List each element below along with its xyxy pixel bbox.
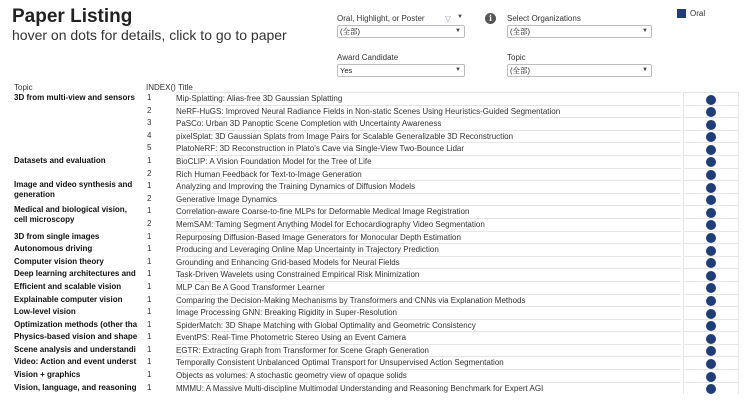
index-cell: 1 <box>147 294 152 304</box>
title-cell: PlatoNeRF: 3D Reconstruction in Plato's Cave via Single-View Two-Bounce Lidar <box>176 142 681 155</box>
topic-filter-label: Topic <box>507 53 526 62</box>
topic-cell: 3D from multi-view and sensors <box>14 93 135 102</box>
table-row <box>0 344 750 357</box>
topic-cell: Physics-based vision and shape <box>14 332 138 342</box>
presentation-filter-label: Oral, Highlight, or Poster <box>337 14 425 23</box>
legend-swatch <box>677 9 686 18</box>
chevron-down-icon: ▼ <box>455 28 461 34</box>
oral-mark-cell <box>683 168 739 181</box>
index-cell: 1 <box>147 93 152 102</box>
topic-cell: Datasets and evaluation <box>14 155 106 165</box>
oral-mark-cell <box>683 193 739 206</box>
topic-cell: Deep learning architectures and <box>14 269 136 279</box>
table-row <box>0 294 750 307</box>
table-row <box>0 331 750 344</box>
oral-mark-cell <box>683 281 739 294</box>
topic-cell: Computer vision theory <box>14 256 104 266</box>
oral-mark-cell <box>683 130 739 143</box>
index-cell: 1 <box>147 319 152 329</box>
oral-mark-cell <box>683 356 739 369</box>
title-cell: Objects as volumes: A stochastic geometry view of opaque solids <box>176 369 681 382</box>
paper-dot[interactable] <box>706 120 716 130</box>
oral-mark-cell <box>683 331 739 344</box>
paper-dot[interactable] <box>706 233 716 243</box>
title-cell: SpiderMatch: 3D Shape Matching with Global Optimality and Geometric Consistency <box>176 319 681 332</box>
oral-mark-cell <box>683 218 739 231</box>
paper-dot[interactable] <box>706 258 716 268</box>
column-header-title: Title <box>178 83 193 92</box>
title-cell: PaSCo: Urban 3D Panoptic Scene Completion with Uncertainty Awareness <box>176 117 681 130</box>
index-cell: 1 <box>147 370 152 380</box>
oral-mark-cell <box>683 382 739 395</box>
oral-mark-cell <box>683 256 739 269</box>
organizations-filter-label: Select Organizations <box>507 14 581 23</box>
title-cell: MemSAM: Taming Segment Anything Model for Echocardiography Video Segmentation <box>176 218 681 231</box>
page-title: Paper Listing <box>12 6 133 27</box>
legend-label: Oral <box>690 9 706 18</box>
oral-mark-cell <box>683 142 739 155</box>
topic-cell: Vision + graphics <box>14 370 81 380</box>
index-cell: 2 <box>147 193 152 203</box>
oral-mark-cell <box>683 92 739 105</box>
table-row <box>0 319 750 332</box>
oral-mark-cell <box>683 180 739 193</box>
title-cell: Generative Image Dynamics <box>176 193 681 206</box>
title-cell: MLP Can Be A Good Transformer Learner <box>176 281 681 294</box>
topic-select[interactable] <box>507 64 652 77</box>
chevron-down-icon: ▼ <box>455 67 461 73</box>
paper-dot[interactable] <box>706 183 716 193</box>
award-select-value: Yes <box>340 66 353 75</box>
award-filter-label: Award Candidate <box>337 53 399 62</box>
column-header-index: INDEX() <box>146 83 176 92</box>
topic-cell: Vision, language, and reasoning <box>14 382 137 392</box>
topic-cell: Medical and biological vision, cell microscopy <box>14 205 142 225</box>
paper-dot[interactable] <box>706 296 716 306</box>
title-cell: MMMU: A Massive Multi-discipline Multimodal Understanding and Reasoning Benchmark for Expert AGI <box>176 382 681 395</box>
title-cell: Rich Human Feedback for Text-to-Image Generation <box>176 168 681 181</box>
table-row <box>0 356 750 369</box>
funnel-icon[interactable]: ▽ <box>444 14 451 23</box>
title-cell: Mip-Splatting: Alias-free 3D Gaussian Splatting <box>176 92 681 105</box>
topic-select-value: (全部) <box>510 66 530 75</box>
organizations-select[interactable] <box>507 25 652 38</box>
presentation-filter <box>337 13 465 38</box>
paper-dot[interactable] <box>706 334 716 344</box>
table-row <box>0 155 750 168</box>
legend <box>677 9 705 18</box>
paper-dot[interactable] <box>706 309 716 319</box>
title-cell: Producing and Leveraging Online Map Uncertainty in Trajectory Prediction <box>176 243 681 256</box>
table-row <box>0 268 750 281</box>
table-row <box>0 168 750 181</box>
title-cell: Image Processing GNN: Breaking Rigidity in Super-Resolution <box>176 306 681 319</box>
topic-cell: Autonomous driving <box>14 244 93 254</box>
paper-dot[interactable] <box>706 157 716 167</box>
index-cell: 5 <box>147 143 152 153</box>
index-cell: 2 <box>147 168 152 178</box>
chevron-down-icon[interactable]: ▼ <box>457 14 463 20</box>
table-row <box>0 306 750 319</box>
oral-mark-cell <box>683 369 739 382</box>
paper-dot[interactable] <box>706 208 716 218</box>
paper-dot[interactable] <box>706 195 716 205</box>
index-cell: 3 <box>147 118 152 128</box>
index-cell: 1 <box>147 155 152 165</box>
topic-cell: Optimization methods (other tha <box>14 319 138 329</box>
index-cell: 1 <box>147 382 152 392</box>
paper-dot[interactable] <box>706 220 716 230</box>
oral-mark-cell <box>683 294 739 307</box>
topic-cell: 3D from single images <box>14 231 100 241</box>
table-row <box>0 382 750 395</box>
index-cell: 1 <box>147 231 152 241</box>
oral-mark-cell <box>683 306 739 319</box>
index-cell: 1 <box>147 281 152 291</box>
paper-dot[interactable] <box>706 107 716 117</box>
paper-dot[interactable] <box>706 170 716 180</box>
topic-filter <box>507 52 652 77</box>
paper-dot[interactable] <box>706 359 716 369</box>
topic-cell: Low-level vision <box>14 307 76 317</box>
oral-mark-cell <box>683 268 739 281</box>
paper-dot[interactable] <box>706 95 716 105</box>
paper-dot[interactable] <box>706 145 716 155</box>
table-row <box>0 281 750 294</box>
paper-dot[interactable] <box>706 321 716 331</box>
oral-mark-cell <box>683 344 739 357</box>
title-cell: Comparing the Decision-Making Mechanisms by Transformers and CNNs via Explanation Methods <box>176 294 681 307</box>
award-select[interactable] <box>337 64 465 77</box>
topic-cell: Efficient and scalable vision <box>14 281 122 291</box>
chevron-down-icon: ▼ <box>642 28 648 34</box>
table-row <box>0 369 750 382</box>
topic-cell: Image and video synthesis and generation <box>14 180 142 200</box>
presentation-select[interactable] <box>337 25 465 38</box>
paper-dot[interactable] <box>706 346 716 356</box>
title-cell: EGTR: Extracting Graph from Transformer for Scene Graph Generation <box>176 344 681 357</box>
index-cell: 1 <box>147 357 152 367</box>
title-cell: pixelSplat: 3D Gaussian Splats from Image Pairs for Scalable Generalizable 3D Reconstruction <box>176 130 681 143</box>
index-cell: 1 <box>147 256 152 266</box>
title-cell: Repurposing Diffusion-Based Image Generators for Monocular Depth Estimation <box>176 231 681 244</box>
paper-dot[interactable] <box>706 283 716 293</box>
title-cell: EventPS: Real-Time Photometric Stereo Using an Event Camera <box>176 331 681 344</box>
title-cell: BioCLIP: A Vision Foundation Model for the Tree of Life <box>176 155 681 168</box>
index-cell: 1 <box>147 344 152 354</box>
paper-dot[interactable] <box>706 384 716 394</box>
index-cell: 1 <box>147 181 152 191</box>
table-row <box>0 256 750 269</box>
index-cell: 1 <box>147 206 152 216</box>
index-cell: 4 <box>147 130 152 140</box>
title-cell: Analyzing and Improving the Training Dynamics of Diffusion Models <box>176 180 681 193</box>
oral-mark-cell <box>683 231 739 244</box>
oral-mark-cell <box>683 105 739 118</box>
oral-mark-cell <box>683 205 739 218</box>
table-row <box>0 142 750 155</box>
index-cell: 1 <box>147 269 152 279</box>
title-cell: Grounding and Enhancing Grid-based Models for Neural Fields <box>176 256 681 269</box>
title-cell: Temporally Consistent Unbalanced Optimal Transport for Unsupervised Action Segmentation <box>176 356 681 369</box>
organizations-select-value: (全部) <box>510 27 530 36</box>
index-cell: 2 <box>147 218 152 228</box>
table-row <box>0 92 750 105</box>
table-row <box>0 117 750 130</box>
index-cell: 1 <box>147 307 152 317</box>
title-cell: Task-Driven Wavelets using Constrained Empirical Risk Minimization <box>176 268 681 281</box>
index-cell: 1 <box>147 244 152 254</box>
paper-dot[interactable] <box>706 271 716 281</box>
table-row <box>0 105 750 118</box>
topic-cell: Explainable computer vision <box>14 294 123 304</box>
oral-mark-cell <box>683 155 739 168</box>
organizations-filter <box>507 13 652 38</box>
title-cell: NeRF-HuGS: Improved Neural Radiance Fields in Non-static Scenes Using Heuristics-Guided Segmentation <box>176 105 681 118</box>
title-cell: Correlation-aware Coarse-to-fine MLPs for Deformable Medical Image Registration <box>176 205 681 218</box>
index-cell: 1 <box>147 332 152 342</box>
chevron-down-icon: ▼ <box>642 67 648 73</box>
paper-dot[interactable] <box>706 132 716 142</box>
oral-mark-cell <box>683 319 739 332</box>
page-subtitle: hover on dots for details, click to go to paper <box>12 27 287 43</box>
table-row <box>0 231 750 244</box>
paper-dot[interactable] <box>706 372 716 382</box>
award-filter <box>337 52 465 77</box>
paper-dot[interactable] <box>706 246 716 256</box>
table-row <box>0 130 750 143</box>
column-header-topic: Topic <box>14 83 33 92</box>
presentation-select-value: (全部) <box>340 27 360 36</box>
topic-cell: Scene analysis and understandi <box>14 344 136 354</box>
oral-mark-cell <box>683 117 739 130</box>
table-row <box>0 243 750 256</box>
oral-mark-cell <box>683 243 739 256</box>
info-icon[interactable]: i <box>485 13 496 24</box>
index-cell: 2 <box>147 105 152 115</box>
paper-table <box>0 92 750 394</box>
topic-cell: Video: Action and event underst <box>14 357 137 367</box>
